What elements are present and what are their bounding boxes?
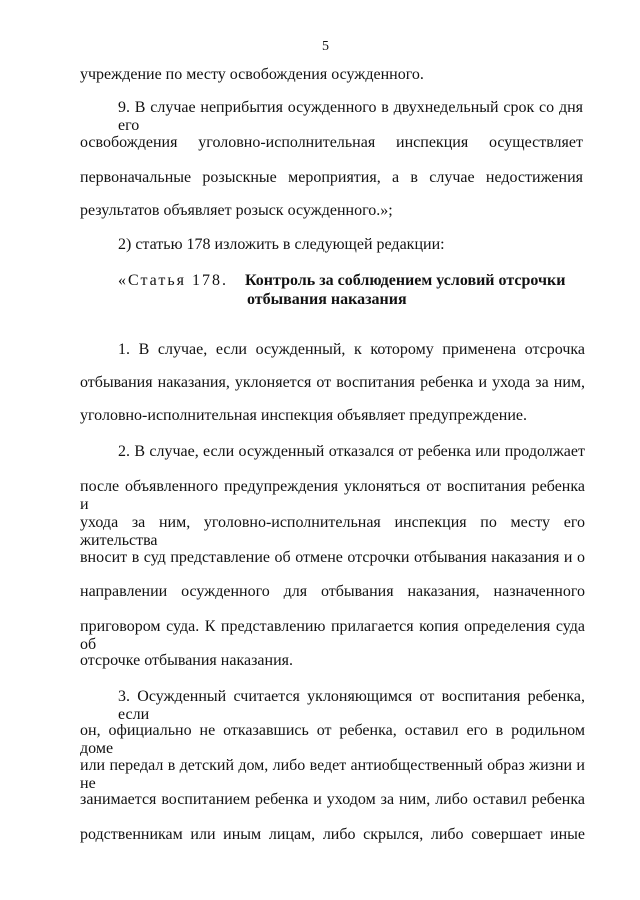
page-number: 5: [322, 39, 329, 54]
article-title: Контроль за соблюдением условий отсрочки: [245, 272, 566, 289]
text-line: 9. В случае неприбытия осужденного в двухнедельный срок со дня его: [118, 99, 583, 134]
article-label: «Статья 178.: [118, 272, 228, 289]
text-line: 1. В случае, если осужденный, к которому применена отсрочка: [118, 341, 585, 358]
text-line: 3. Осужденный считается уклоняющимся от воспитания ребенка, если: [118, 688, 585, 723]
text-line: первоначальные розыскные мероприятия, а в случае недостижения: [80, 169, 583, 186]
text-line: 2. В случае, если осужденный отказался от ребенка или продолжает: [118, 443, 585, 460]
text-line: результатов объявляет розыск осужденного.»;: [80, 202, 393, 219]
text-line: отбывания наказания, уклоняется от воспитания ребенка и ухода за ним,: [80, 374, 585, 391]
text-line: он, официально не отказавшись от ребенка, оставил его в родильном доме: [80, 722, 585, 757]
text-line: уголовно-исполнительная инспекция объявляет предупреждение.: [80, 407, 527, 424]
text-line: отсрочке отбывания наказания.: [80, 652, 293, 669]
text-line: занимается воспитанием ребенка и уходом за ним, либо оставил ребенка: [80, 791, 585, 808]
text-line: учреждение по месту освобождения осужденного.: [80, 66, 424, 83]
text-line: освобождения уголовно-исполнительная инспекция осуществляет: [80, 134, 583, 151]
text-line: родственникам или иным лицам, либо скрылся, либо совершает иные: [80, 826, 585, 843]
text-line: 2) статью 178 изложить в следующей редакции:: [118, 236, 445, 253]
text-line: ухода за ним, уголовно-исполнительная инспекция по месту его жительства: [80, 514, 585, 549]
text-line: или передал в детский дом, либо ведет антиобщественный образ жизни и не: [80, 757, 585, 792]
text-line: приговором суда. К представлению прилагается копия определения суда об: [80, 618, 585, 653]
text-line: после объявленного предупреждения уклоняться от воспитания ребенка и: [80, 478, 585, 513]
article-title: отбывания наказания: [247, 291, 407, 308]
text-line: вносит в суд представление об отмене отсрочки отбывания наказания и о: [80, 549, 585, 566]
text-line: направлении осужденного для отбывания наказания, назначенного: [80, 583, 585, 600]
